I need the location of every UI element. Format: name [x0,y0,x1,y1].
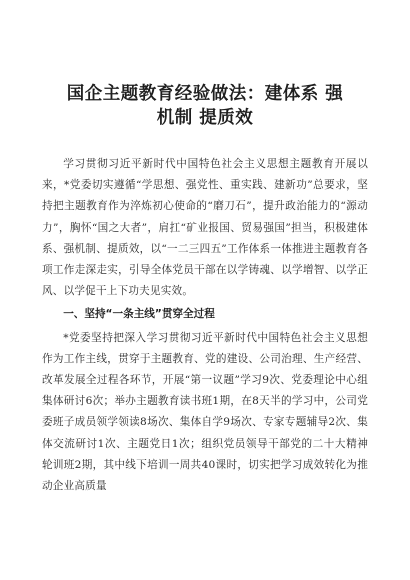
title-line-1: 国企主题教育经验做法：建体系 强 [66,84,344,104]
section-1-paragraph: *党委坚持把深入学习贯彻习近平新时代中国特色社会主义思想作为工作主线，贯穿于主题教育、党的建设、公司治理、生产经营、改革发展全过程各环节，开展“第一议题”学习9次、党委理论中心组集体研讨6次；举办主题教育读书班1期，在8天半的学习中，公司党委班子成员领学领读8场次、集体自学9场次、专家专题辅导2次、集体交流研讨1次、主题党日1次；组织党员领导干部党的二十大精神轮训班2期，其中线下培训一周共40课时，切实把学习成效转化为推动企业高质量 [42,331,368,493]
page-title [42,82,368,130]
title-line-2: 机制 提质效 [156,108,254,128]
intro-paragraph: 学习贯彻习近平新时代中国特色社会主义思想主题教育开展以来，*党委切实遵循“学思想、强党性、重实践、建新功”总要求，坚持把主题教育作为淬炼初心使命的“磨刀石”，提升政治能力的“源动力”，胸怀“国之大者”，肩扛“矿业报国、贸易强国”担当，积极建体系、强机制、提质效，以“一二三四五”工作体系一体推进主题教育各项工作走深走实，引导全体党员干部在以学铸魂、以学增智、以学正风、以学促干上下功夫见实效。 [42,158,368,298]
section-heading-1: 一、坚持“一条主线”贯穿全过程 [63,308,215,321]
